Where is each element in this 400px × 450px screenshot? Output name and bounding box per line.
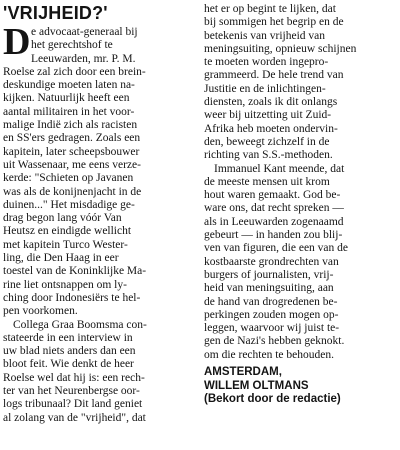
text-line: weer bij uitzetting uit Zuid- — [204, 109, 332, 122]
text-line: betekenis van vrijheid van — [204, 29, 326, 42]
text-line: Immanuel Kant meende, dat — [214, 162, 345, 175]
letter-title: 'VRIJHEID?' — [3, 3, 108, 23]
editorial-note: (Bekort door de redactie) — [204, 393, 341, 406]
drop-cap: D — [3, 21, 31, 63]
text-line: Afrika heb moeten ondervin- — [204, 122, 338, 135]
opening-paragraph — [3, 21, 192, 66]
text-line: toestel van de Koninklijke Ma- — [3, 265, 147, 278]
text-line: al zolang van de "vrijheid", dat — [3, 411, 146, 424]
text-line: meningsuiting, opnieuw schijnen — [204, 42, 357, 55]
text-line: te moeten worden ingepro- — [204, 56, 329, 69]
signature-author: WILLEM OLTMANS — [204, 379, 309, 392]
text-line: en SS'ers gedragen. Zoals een — [3, 132, 141, 145]
text-line: het gerechtshof te — [31, 39, 113, 52]
text-line: perkingen zouden mogen op- — [204, 308, 339, 321]
text-line: malige Indië zich als racisten — [3, 119, 138, 132]
text-line: als in Leeuwarden zogenaamd — [204, 215, 344, 228]
text-line: Heutsz en eindigde wellicht — [3, 225, 132, 238]
text-line: Justitie en de inlichtingen- — [204, 82, 326, 95]
right-column — [204, 3, 397, 407]
text-line: de hand van drogredenen be- — [204, 295, 338, 308]
text-line: Roelse wel dat hij is: een rech- — [3, 371, 145, 384]
text-line: het er op begint te lijken, dat — [204, 3, 336, 15]
text-line: ware ons, dat recht spreken — — [204, 202, 344, 215]
text-line: Collega Graa Boomsma con- — [13, 318, 147, 331]
text-line: was als de konijnenjacht in de — [3, 185, 142, 198]
text-line: stateerde in een interview in — [3, 331, 133, 344]
text-line: deskundige moeten laten na- — [3, 79, 135, 92]
text-line: heid van meningsuiting, aan — [204, 282, 334, 295]
text-line: Roelse zal zich door een brein- — [3, 65, 146, 78]
text-line: grammeerd. De hele trend van — [204, 69, 344, 82]
text-line: hout waren gemaakt. God be- — [204, 189, 341, 202]
text-line: Leeuwarden, mr. P. M. — [31, 52, 136, 65]
text-line: burgers of journalisten, vrij- — [204, 268, 334, 281]
text-line: gen de Nazi's hebben geknokt. — [204, 335, 345, 348]
text-line: den, beweegt zichzelf in de — [204, 135, 330, 148]
text-line: logs tribunaal? Dit land geniet — [3, 398, 143, 411]
left-column — [3, 21, 192, 425]
text-line: richting van S.S.-methoden. — [204, 149, 333, 162]
text-line: ven van figuren, die een van de — [204, 242, 349, 255]
text-line: ling, die Den Haag in eer — [3, 252, 119, 265]
text-line: e advocaat-generaal bij — [31, 26, 138, 38]
text-line: rine liet ontsnappen om ly- — [3, 278, 127, 291]
text-line: uit Wassenaar, me eens verze- — [3, 158, 141, 171]
text-line: pen voorkomen. — [3, 305, 78, 318]
text-line: duinen..." Het misdadige ge- — [3, 198, 135, 211]
text-line: kijken. Natuurlijk heeft een — [3, 92, 130, 105]
text-line: ter van het Neurenbergse oor- — [3, 385, 140, 398]
text-line: gebeurt — in handen zou blij- — [204, 229, 343, 242]
text-line: kostbaarste grondrechten van — [204, 255, 339, 268]
text-line: ching door Indonesiërs te hel- — [3, 291, 141, 304]
text-line: de meeste mensen uit krom — [204, 175, 330, 188]
signature-place: AMSTERDAM, — [204, 366, 282, 379]
text-line: diensten, zoals ik dit onlangs — [204, 96, 338, 109]
text-line: kerde: "Schieten op Javanen — [3, 172, 134, 185]
text-line: met kapitein Turco Wester- — [3, 238, 128, 251]
text-line: bij sommigen het begrip en de — [204, 16, 344, 29]
text-line: aantal militairen in het voor- — [3, 105, 135, 118]
text-line: leggen, waarvoor wij juist te- — [204, 322, 340, 335]
text-line: kapitein, later scheepsbouwer — [3, 145, 140, 158]
text-line: bloot feit. Wie denkt de heer — [3, 358, 134, 371]
text-line: om die rechten te behouden. — [204, 348, 334, 361]
text-line: uw blad niets anders dan een — [3, 345, 136, 358]
text-line: drag begon lang vóór Van — [3, 212, 122, 225]
